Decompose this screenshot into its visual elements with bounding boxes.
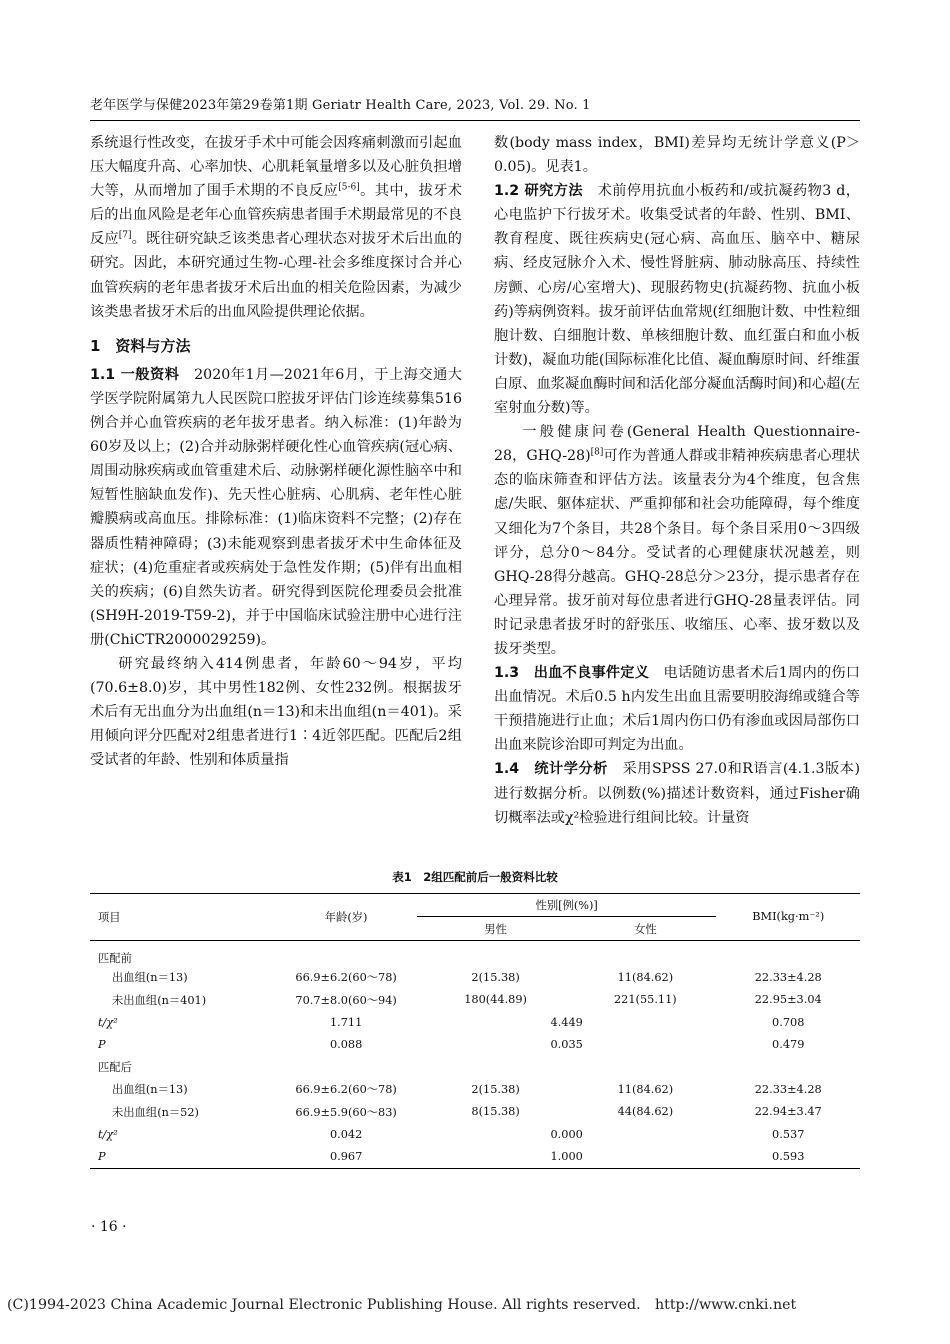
left-column xyxy=(90,131,462,772)
cell-male: 8(15.38) xyxy=(471,1105,520,1119)
cell-age: 1.711 xyxy=(329,1015,363,1029)
section-heading: 1 资料与方法 xyxy=(90,336,191,355)
copyright-footer xyxy=(7,1297,797,1313)
row-label: 未出血组(n＝401) xyxy=(112,993,207,1007)
cell-bmi: 0.708 xyxy=(772,1015,805,1029)
table-row xyxy=(90,1101,860,1123)
table-header-row xyxy=(90,894,860,917)
cell-bmi: 22.33±4.28 xyxy=(754,1082,822,1096)
header-bmi: BMI(kg·m⁻²) xyxy=(716,894,860,940)
cell-female: 11(84.62) xyxy=(617,970,674,984)
row-label: 未出血组(n＝52) xyxy=(112,1105,199,1119)
cell-female: 44(84.62) xyxy=(617,1105,674,1119)
cell-bmi: 0.593 xyxy=(716,1145,860,1168)
header-rule xyxy=(90,120,860,121)
row-label: 出血组(n＝13) xyxy=(112,1083,188,1097)
cell-male: 2(15.38) xyxy=(471,1082,520,1096)
ghq-text: 一般健康问卷(General Health Questionnaire-28，GHQ-28) xyxy=(494,424,860,465)
subsection-text: 电话随访患者术后1周内的伤口出血情况。术后0.5 h内发生出血且需要明胶海绵或缝合等干预措施进行止血；术后1周内伤口仍有渗血或因局部伤口出血来院诊治即可判定为出血。 xyxy=(494,665,860,754)
journal-header: 老年医学与保健2023年第29卷第1期 Geriatr Health Care, 2023, Vol. 29. No. 1 xyxy=(90,98,591,113)
row-label: P xyxy=(90,1145,275,1168)
cell-female: 221(55.11) xyxy=(614,993,677,1007)
cell-bmi: 22.95±3.04 xyxy=(754,993,822,1007)
cell-age: 66.9±6.2(60～78) xyxy=(295,1083,397,1097)
table-row xyxy=(90,1123,860,1145)
header-age: 年龄(岁) xyxy=(275,894,417,940)
citation: [5-6] xyxy=(338,182,360,193)
table-caption: 表1 2组匹配前后一般资料比较 xyxy=(392,870,558,884)
cell-bmi: 22.94±3.47 xyxy=(754,1105,822,1119)
cell-age: 70.7±8.0(60～94) xyxy=(295,993,397,1007)
table-row xyxy=(90,1011,860,1033)
cell-age: 0.967 xyxy=(275,1145,417,1168)
cell-bmi: 0.537 xyxy=(772,1127,805,1141)
cell-sex: 0.035 xyxy=(550,1038,583,1052)
subsection-text: 采用SPSS 27.0和R语言(4.1.3版本)进行数据分析。以例数(%)描述计数资料，通过Fisher确切概率法或χ²检验进行组间比较。计量资 xyxy=(494,761,861,826)
cell-sex: 1.000 xyxy=(417,1145,717,1168)
citation: [8] xyxy=(590,447,604,458)
table-row xyxy=(90,1078,860,1100)
ghq-text-2: 可作为普通人群或非精神疾病患者心理状态的临床筛查和评估方法。该量表分为4个维度，包含焦虑/失眠、躯体症状、严重抑郁和社会功能障碍，每个维度又细化为7个条目，共28个条目。每个条目采用0～3四级评分，总分0～84分。受试者的心理健康状况越差，则GHQ-28得分越高。GHQ-28总分＞23分，提示患者存在心理异常。拔牙前对每位患者进行GHQ-28量表评估。同时记录患者拔牙时的舒张压、收缩压、心率、拔牙数以及拔牙类型。 xyxy=(494,448,860,657)
cell-age: 0.042 xyxy=(329,1127,363,1141)
subsection-title: 1.4 统计学分析 xyxy=(494,761,608,778)
row-label: t/χ² xyxy=(98,1127,118,1141)
right-column xyxy=(494,131,860,830)
table-row xyxy=(90,966,860,988)
header-male: 男性 xyxy=(417,917,574,940)
section-1-4 xyxy=(494,757,860,829)
subsection-title: 1.3 出血不良事件定义 xyxy=(494,665,650,682)
cell-age: 66.9±6.2(60～78) xyxy=(295,971,397,985)
ghq-paragraph xyxy=(494,420,860,661)
empty-cell xyxy=(275,940,860,966)
section-1-2 xyxy=(494,179,860,420)
cell-sex: 4.449 xyxy=(550,1015,583,1029)
group-label: 匹配前 xyxy=(98,952,132,966)
data-table xyxy=(90,893,860,1169)
cell-male: 2(15.38) xyxy=(471,970,520,984)
section-1-3 xyxy=(494,661,860,757)
cell-age: 0.088 xyxy=(329,1038,363,1052)
table-row xyxy=(90,1145,860,1168)
table-row xyxy=(90,940,860,966)
subsection-title: 1.1 一般资料 xyxy=(90,366,180,383)
group-label: 匹配后 xyxy=(98,1061,132,1075)
cnki-link[interactable]: http://www.cnki.net xyxy=(655,1297,797,1313)
page-number: · 16 · xyxy=(91,1219,127,1235)
header-female: 女性 xyxy=(574,917,716,940)
cell-bmi: 22.33±4.28 xyxy=(754,970,822,984)
table-row xyxy=(90,1033,860,1055)
subsection-title: 1.2 研究方法 xyxy=(494,183,584,200)
subsection-text: 2020年1月—2021年6月，于上海交通大学医学院附属第九人民医院口腔拔牙评估门诊连续募集516例合并心血管疾病的老年拔牙患者。纳入标准：(1)年龄为60岁及以上；(2)合并动脉粥样硬化性心血管疾病(冠心病、周围动脉疾病或血管重建术后、动脉粥样硬化源性脑卒中和短暂性脑缺血发作)、先天性心脏病、心肌病、老年性心脏瓣膜病或高血压。排除标准：(1)临床资料不完整；(2)存在器质性精神障碍；(3)未能观察到患者拔牙术中生命体征及症状；(4)危重症者或疾病处于急性发作期；(5)伴有出血相关的疾病；(6)自然失访者。研究得到医院伦理委员会批准(SH9H-2019-T59-2)，并于中国临床试验注册中心进行注册(ChiCTR2000029259)。 xyxy=(90,366,462,648)
continuation-paragraph: 数(body mass index，BMI)差异均无统计学意义(P＞0.05)。见表1。 xyxy=(494,135,860,176)
header-sex: 性别[例(%)] xyxy=(417,894,717,917)
section-1-1 xyxy=(90,363,462,652)
cell-age: 66.9±5.9(60～83) xyxy=(295,1105,397,1119)
table-row xyxy=(90,1056,860,1078)
cell-sex: 0.000 xyxy=(550,1127,583,1141)
row-label: P xyxy=(98,1038,106,1052)
table-row xyxy=(90,989,860,1011)
cell-male: 180(44.89) xyxy=(464,993,527,1007)
citation: [7] xyxy=(118,230,132,241)
intro-text: 系统退行性改变，在拔牙手术中可能会因疼痛刺激而引起血压大幅度升高、心率加快、心肌耗氧量增多以及心脏负担增大等，从而增加了围手术期的不良反应 xyxy=(90,135,462,200)
empty-cell xyxy=(275,1056,860,1078)
cell-female: 11(84.62) xyxy=(617,1082,674,1096)
intro-text-3: 。既往研究缺乏该类患者心理状态对拔牙术后出血的研究。因此，本研究通过生物-心理-社会多维度探讨合并心血管疾病的老年患者拔牙术后出血的相关危险因素，为减少该类患者拔牙术后的出血风险提供理论依据。 xyxy=(90,231,462,320)
subsection-text: 术前停用抗血小板药和/或抗凝药物3 d，心电监护下行拔牙术。收集受试者的年龄、性别、BMI、教育程度、既往疾病史(冠心病、高血压、脑卒中、糖尿病、经皮冠脉介入术、慢性肾脏病、肺动脉高压、持续性房颤、心房/心室增大)、现服药物史(抗凝药物、抗血小板药)等病例资料。拔牙前评估血常规(红细胞计数、中性粒细胞计数、白细胞计数、单核细胞计数、血红蛋白和血小板计数)，凝血功能(国际标准化比值、凝血酶原时间、纤维蛋白原、血浆凝血酶时间和活化部分凝血活酶时间)和心超(左室射血分数)等。 xyxy=(494,183,860,417)
intro-text-2: 。其中，拔牙术后的出血风险是老年心血管疾病患者围手术期最常见的不良反应 xyxy=(90,183,462,248)
cell-bmi: 0.479 xyxy=(772,1038,805,1052)
row-label: 出血组(n＝13) xyxy=(112,971,188,985)
intro-paragraph xyxy=(90,131,462,324)
row-label: t/χ² xyxy=(98,1015,118,1029)
copyright-text: (C)1994-2023 China Academic Journal Electronic Publishing House. All rights reserved. xyxy=(7,1297,641,1313)
header-item: 项目 xyxy=(90,894,275,940)
study-paragraph: 研究最终纳入414例患者，年龄60～94岁，平均(70.6±8.0)岁，其中男性182例、女性232例。根据拔牙术后有无出血分为出血组(n＝13)和未出血组(n＝401)。采用倾向评分匹配对2组患者进行1∶4近邻匹配。匹配后2组受试者的年龄、性别和体质量指 xyxy=(90,655,462,769)
